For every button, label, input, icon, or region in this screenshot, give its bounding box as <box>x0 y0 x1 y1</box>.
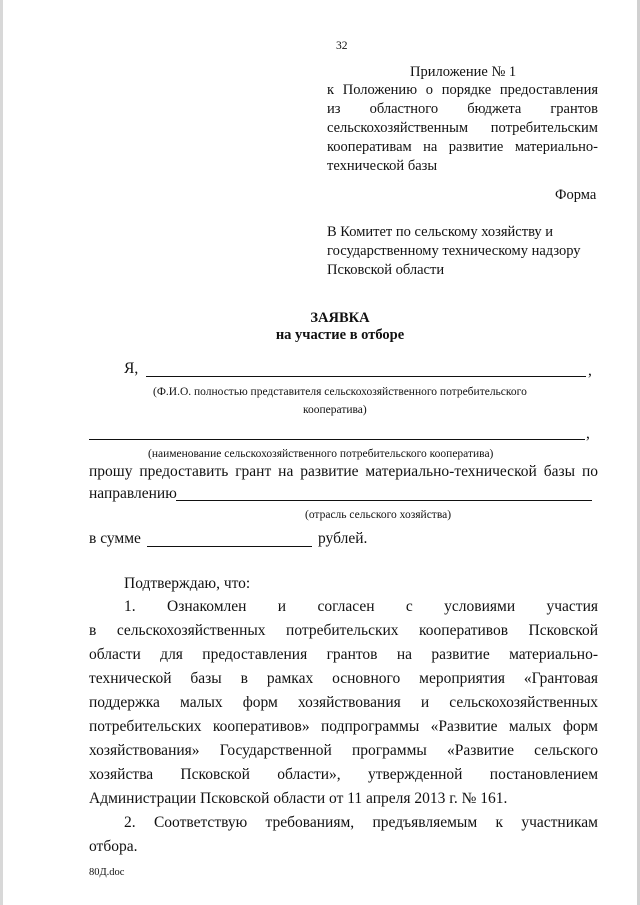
appendix-line: кооперативам на развитие материально- <box>327 139 598 155</box>
document-title: ЗАЯВКА <box>310 310 370 326</box>
confirm-intro: Подтверждаю, что: <box>124 575 251 592</box>
sum-unit: рублей. <box>318 530 368 547</box>
item2-last-line: отбора. <box>89 838 138 855</box>
request-line: прошу предоставить грант на развитие материально-технической базы по <box>89 463 598 480</box>
name-hint: кооператива) <box>303 404 367 416</box>
name-field-line[interactable] <box>146 376 586 377</box>
name-hint: (Ф.И.О. полностью представителя сельскохозяйственного потребительского <box>153 386 527 398</box>
footer-filename: 80Д.doc <box>89 867 125 878</box>
cooperative-suffix: , <box>586 425 590 442</box>
page-number: 32 <box>336 40 348 52</box>
item1-line: технической базы в рамках основного мероприятия «Грантовая <box>89 670 598 687</box>
appendix-line: сельскохозяйственным потребительским <box>327 120 598 136</box>
cooperative-hint: (наименование сельскохозяйственного потребительского кооператива) <box>148 448 494 460</box>
addressee-line: государственному техническому надзору <box>327 243 581 259</box>
item2-line: 2. Соответствую требованиям, предъявляемым к участникам <box>124 814 598 831</box>
name-prefix: Я, <box>124 360 139 377</box>
form-label: Форма <box>555 187 597 203</box>
item1-line: области для предоставления грантов на развитие материально- <box>89 646 598 663</box>
item1-line: хозяйства Псковской области», утвержденной постановлением <box>89 766 598 783</box>
appendix-line: к Положению о порядке предоставления <box>327 82 598 98</box>
item1-line: хозяйствования» Государственной программы «Развитие сельского <box>89 742 598 759</box>
item1-line: поддержка малых форм хозяйствования и сельскохозяйственных <box>89 694 598 711</box>
item1-last-line: Администрации Псковской области от 11 апреля 2013 г. № 161. <box>89 790 508 807</box>
direction-label: направлению <box>89 485 177 502</box>
appendix-title: Приложение № 1 <box>410 64 517 80</box>
addressee-line: Псковской области <box>327 262 445 278</box>
name-suffix: , <box>588 362 592 379</box>
addressee-line: В Комитет по сельскому хозяйству и <box>327 224 554 240</box>
item1-line: в сельскохозяйственных потребительских кооперативов Псковской <box>89 622 598 639</box>
scan-edge-left <box>0 0 3 905</box>
cooperative-field-line[interactable] <box>89 439 585 440</box>
item1-line: потребительских кооперативов» подпрограммы «Развитие малых форм <box>89 718 598 735</box>
sum-field-line[interactable] <box>147 546 312 547</box>
direction-hint: (отрасль сельского хозяйства) <box>305 509 452 521</box>
appendix-line: технической базы <box>327 158 438 174</box>
item1-line: 1. Ознакомлен и согласен с условиями участия <box>124 598 598 615</box>
direction-field-line[interactable] <box>176 500 592 501</box>
appendix-line: из областного бюджета грантов <box>327 101 598 117</box>
document-subtitle: на участие в отборе <box>275 327 405 343</box>
sum-label: в сумме <box>89 530 141 547</box>
